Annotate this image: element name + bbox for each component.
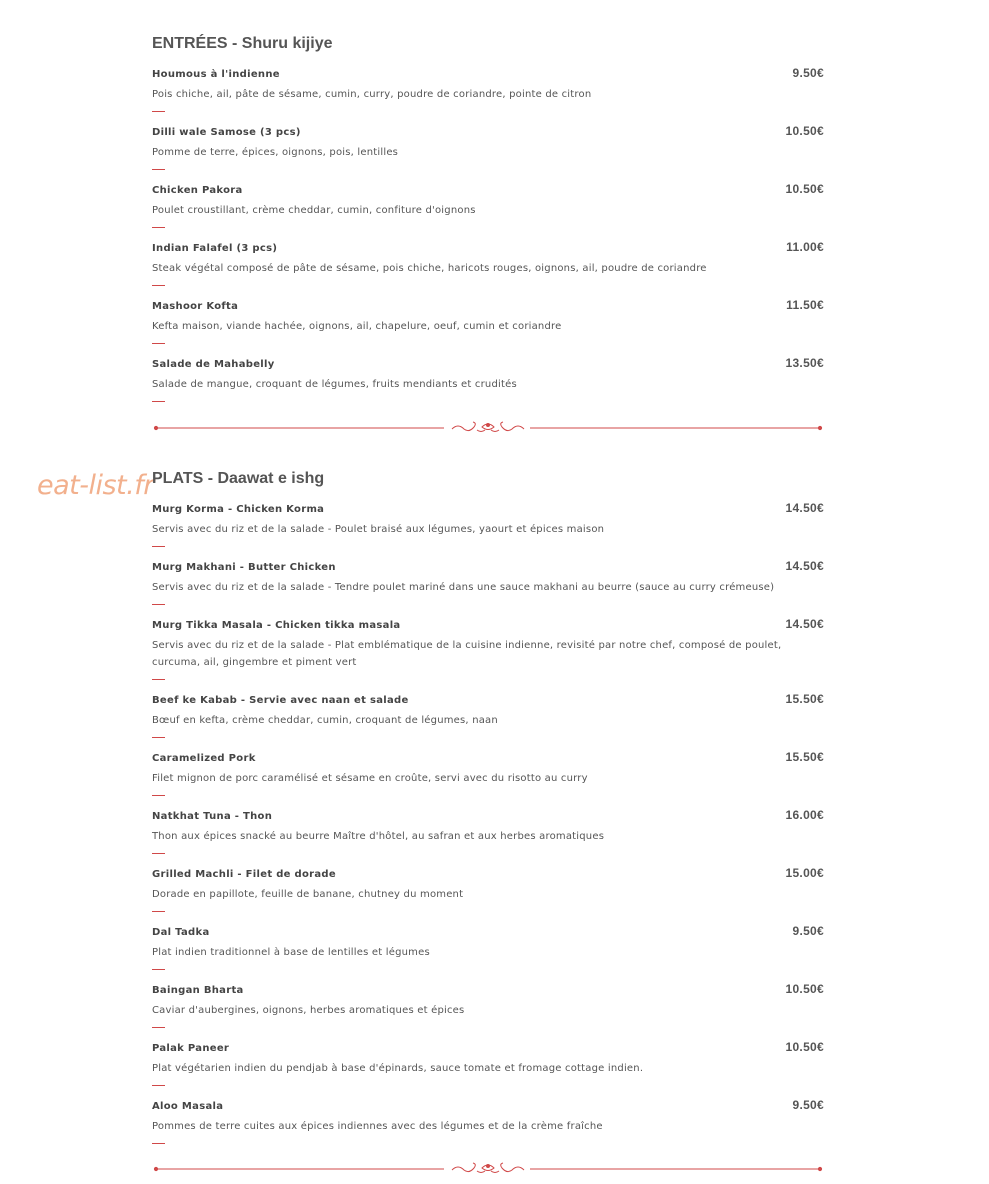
item-description: Thon aux épices snacké au beurre Maître d'hôtel, au safran et aux herbes aromatiques bbox=[152, 831, 605, 842]
item-description: Servis avec du riz et de la salade - Poulet braisé aux légumes, yaourt et épices maison bbox=[152, 524, 605, 535]
menu-item bbox=[152, 66, 824, 112]
item-separator-dash bbox=[152, 969, 165, 970]
menu-item bbox=[152, 866, 824, 912]
section-plats bbox=[152, 469, 824, 1144]
menu-item bbox=[152, 1040, 824, 1086]
item-name: Dilli wale Samose (3 pcs) bbox=[152, 127, 301, 138]
menu-item bbox=[152, 692, 824, 738]
item-name: Aloo Masala bbox=[152, 1101, 224, 1112]
item-description: Salade de mangue, croquant de légumes, fruits mendiants et crudités bbox=[152, 379, 517, 390]
item-name: Mashoor Kofta bbox=[152, 301, 239, 312]
item-price: 15.50€ bbox=[785, 750, 824, 764]
section-entrees bbox=[152, 34, 824, 402]
item-name: Chicken Pakora bbox=[152, 185, 243, 196]
item-separator-dash bbox=[152, 343, 165, 344]
item-separator-dash bbox=[152, 853, 165, 854]
item-separator-dash bbox=[152, 1143, 165, 1144]
item-price: 14.50€ bbox=[785, 559, 824, 573]
menu-item bbox=[152, 124, 824, 170]
item-price: 11.50€ bbox=[786, 298, 824, 312]
menu-item bbox=[152, 617, 824, 680]
item-separator-dash bbox=[152, 111, 165, 112]
section-title: PLATS - Daawat e ishg bbox=[152, 470, 325, 487]
item-name: Murg Tikka Masala - Chicken tikka masala bbox=[152, 620, 401, 631]
menu-item bbox=[152, 356, 824, 402]
item-description: Steak végétal composé de pâte de sésame, pois chiche, haricots rouges, oignons, ail, poudre de coriandre bbox=[152, 263, 707, 274]
item-name: Beef ke Kabab - Servie avec naan et salade bbox=[152, 695, 409, 706]
item-price: 10.50€ bbox=[785, 982, 824, 996]
item-description: Filet mignon de porc caramélisé et sésame en croûte, servi avec du risotto au curry bbox=[152, 773, 588, 784]
item-name: Murg Korma - Chicken Korma bbox=[152, 504, 325, 515]
menu-item bbox=[152, 298, 824, 344]
item-separator-dash bbox=[152, 1085, 165, 1086]
item-description: Pois chiche, ail, pâte de sésame, cumin, curry, poudre de coriandre, pointe de citron bbox=[152, 89, 592, 100]
item-description: Pomme de terre, épices, oignons, pois, lentilles bbox=[152, 147, 399, 158]
menu-item bbox=[152, 808, 824, 854]
item-description: Bœuf en kefta, crème cheddar, cumin, croquant de légumes, naan bbox=[152, 715, 498, 726]
item-price: 14.50€ bbox=[785, 617, 824, 631]
menu-item bbox=[152, 501, 824, 547]
item-description: Kefta maison, viande hachée, oignons, ail, chapelure, oeuf, cumin et coriandre bbox=[152, 321, 562, 332]
item-price: 9.50€ bbox=[792, 66, 824, 80]
menu-item bbox=[152, 559, 824, 605]
item-price: 11.00€ bbox=[786, 240, 824, 254]
item-price: 10.50€ bbox=[785, 124, 824, 138]
item-separator-dash bbox=[152, 401, 165, 402]
item-price: 15.50€ bbox=[785, 692, 824, 706]
item-name: Indian Falafel (3 pcs) bbox=[152, 243, 278, 254]
item-description: Servis avec du riz et de la salade - Plat emblématique de la cuisine indienne, revisité par notre chef, composé de poulet, curcuma, ail, gingembre et piment vert bbox=[152, 640, 782, 668]
item-separator-dash bbox=[152, 604, 165, 605]
item-price: 13.50€ bbox=[785, 356, 824, 370]
item-separator-dash bbox=[152, 285, 165, 286]
item-name: Caramelized Pork bbox=[152, 753, 256, 764]
item-name: Murg Makhani - Butter Chicken bbox=[152, 562, 336, 573]
menu-item bbox=[152, 240, 824, 286]
menu-item bbox=[152, 750, 824, 796]
ornamental-divider-icon bbox=[152, 1162, 824, 1176]
section-title: ENTRÉES - Shuru kijiye bbox=[152, 35, 333, 52]
item-name: Salade de Mahabelly bbox=[152, 359, 275, 370]
item-description: Caviar d'aubergines, oignons, herbes aromatiques et épices bbox=[152, 1005, 465, 1016]
item-description: Dorade en papillote, feuille de banane, chutney du moment bbox=[152, 889, 464, 900]
item-separator-dash bbox=[152, 679, 165, 680]
item-separator-dash bbox=[152, 227, 165, 228]
item-price: 10.50€ bbox=[785, 1040, 824, 1054]
item-separator-dash bbox=[152, 1027, 165, 1028]
item-separator-dash bbox=[152, 546, 165, 547]
item-price: 9.50€ bbox=[792, 1098, 824, 1112]
item-description: Plat indien traditionnel à base de lentilles et légumes bbox=[152, 947, 430, 958]
item-name: Natkhat Tuna - Thon bbox=[152, 811, 273, 822]
ornamental-divider-icon bbox=[152, 421, 824, 435]
item-name: Houmous à l'indienne bbox=[152, 69, 280, 80]
menu-item bbox=[152, 1098, 824, 1144]
item-separator-dash bbox=[152, 795, 165, 796]
watermark-logo: eat-list.fr bbox=[37, 470, 154, 501]
item-separator-dash bbox=[152, 911, 165, 912]
item-price: 15.00€ bbox=[785, 866, 824, 880]
item-description: Servis avec du riz et de la salade - Tendre poulet mariné dans une sauce makhani au beurre (sauce au curry crémeuse) bbox=[152, 582, 775, 593]
item-price: 16.00€ bbox=[785, 808, 824, 822]
item-name: Grilled Machli - Filet de dorade bbox=[152, 869, 336, 880]
item-separator-dash bbox=[152, 169, 165, 170]
item-price: 10.50€ bbox=[785, 182, 824, 196]
menu-item bbox=[152, 982, 824, 1028]
item-name: Dal Tadka bbox=[152, 927, 210, 938]
item-name: Palak Paneer bbox=[152, 1043, 230, 1054]
item-description: Plat végétarien indien du pendjab à base d'épinards, sauce tomate et fromage cottage indien. bbox=[152, 1063, 644, 1074]
menu-item bbox=[152, 182, 824, 228]
item-description: Pommes de terre cuites aux épices indiennes avec des légumes et de la crème fraîche bbox=[152, 1121, 603, 1132]
item-description: Poulet croustillant, crème cheddar, cumin, confiture d'oignons bbox=[152, 205, 476, 216]
menu-item bbox=[152, 924, 824, 970]
item-price: 14.50€ bbox=[785, 501, 824, 515]
item-price: 9.50€ bbox=[792, 924, 824, 938]
item-separator-dash bbox=[152, 737, 165, 738]
item-name: Baingan Bharta bbox=[152, 985, 244, 996]
